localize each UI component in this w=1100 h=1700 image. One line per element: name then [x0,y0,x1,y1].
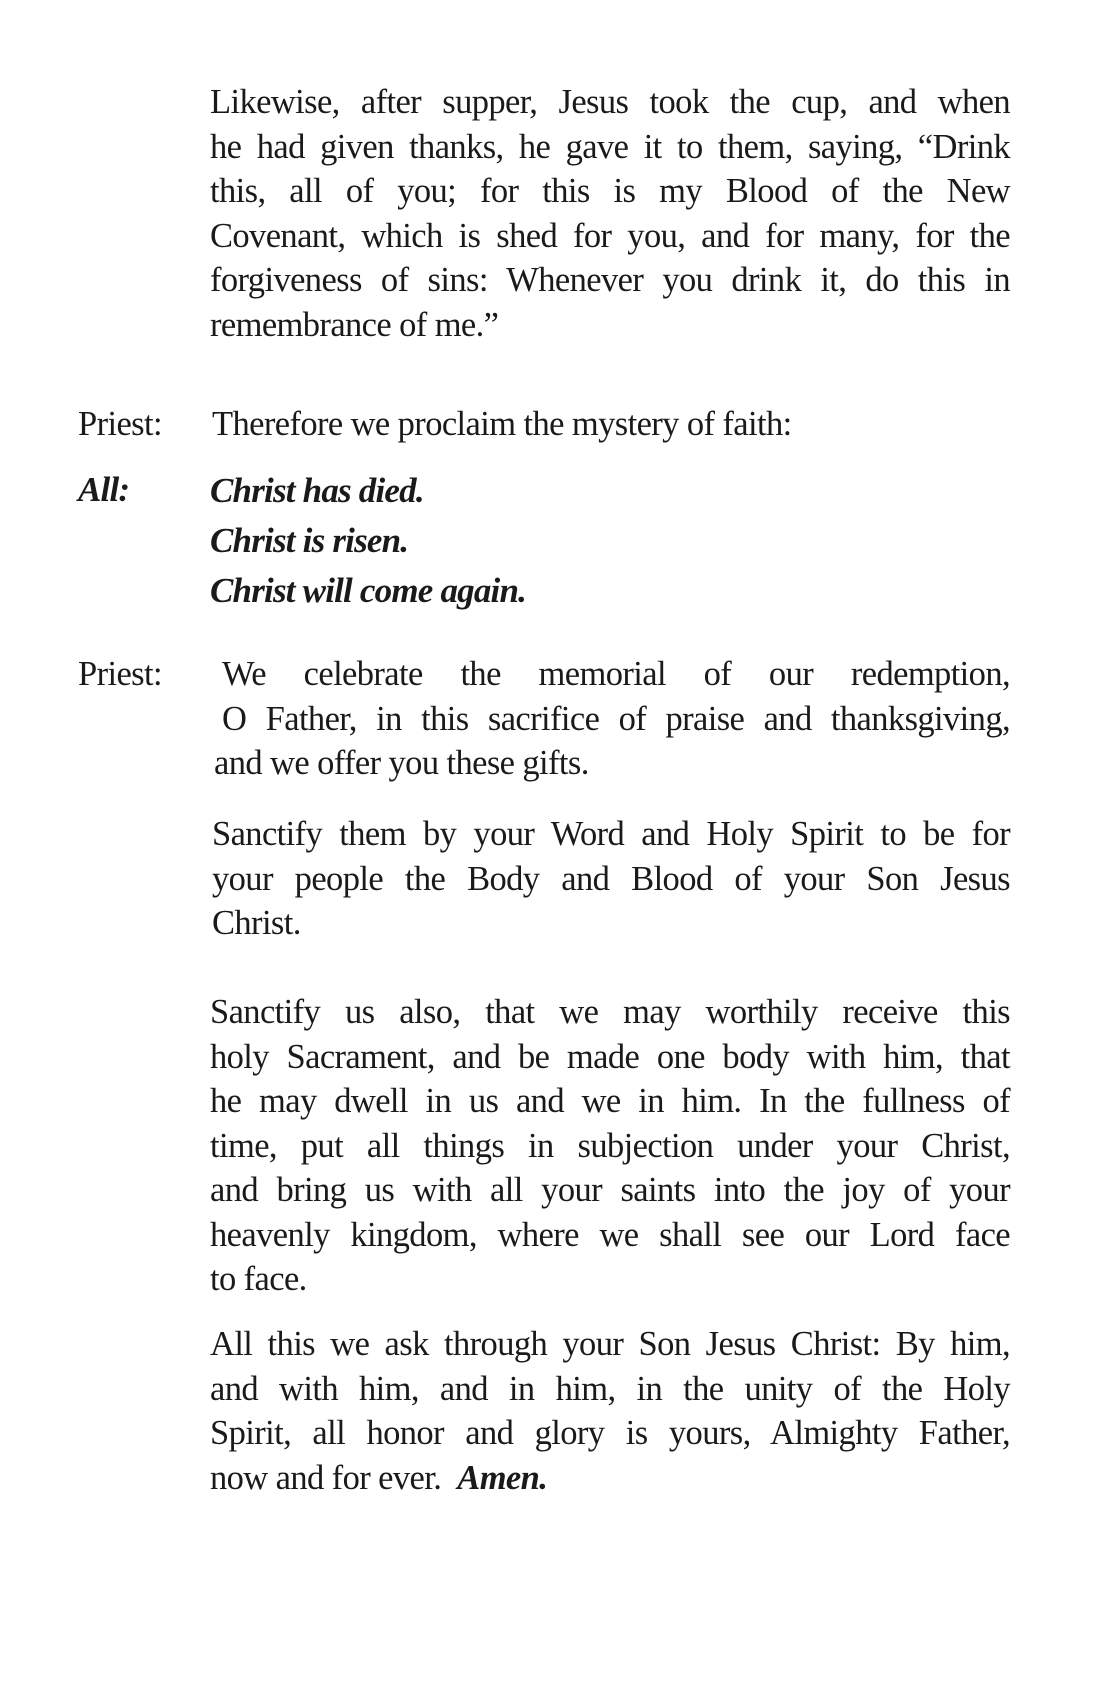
memorial-paragraph-end [214,741,1010,786]
text-line: We celebrate the memorial of our redemption, [222,655,1010,693]
text-line: All this we ask through your Son Jesus Christ: By him, [210,1325,1010,1363]
memorial-paragraph [222,652,1010,741]
text-line: forgiveness of sins: Whenever you drink it, do this in [210,261,1010,299]
text-line: O Father, in this sacrifice of praise and thanksgiving, [222,699,1010,738]
doxology-paragraph [210,1322,1010,1500]
text-line: and bring us with all your saints into the joy of your [210,1171,1010,1209]
text-line: heavenly kingdom, where we shall see our Lord face [210,1215,1010,1254]
text-line: time, put all things in subjection under your Christ, [210,1126,1010,1165]
speaker-priest: Priest: [78,405,162,443]
sanctify-gifts-paragraph [212,812,1010,946]
text-line: and we offer you these gifts. [214,744,589,782]
text-line [210,1456,1010,1501]
speaker-all: All: [78,470,130,509]
text-line: to face. [210,1260,307,1298]
text-line: this, all of you; for this is my Blood of the New [210,172,1010,210]
text-line: Sanctify us also, that we may worthily receive this [210,993,1010,1031]
doxology-last-line: now and for ever. [210,1458,442,1497]
acclamation-response [210,466,1010,616]
cup-paragraph [210,80,1010,347]
mystery-of-faith-line [212,402,1012,447]
text-line: Therefore we proclaim the mystery of faith: [212,405,792,443]
response-line: Christ will come again. [210,571,527,610]
text-line: Spirit, all honor and glory is yours, Almighty Father, [210,1414,1010,1452]
response-line: Christ has died. [210,471,424,510]
text-line: he had given thanks, he gave it to them, saying, “Drink [210,127,1010,166]
text-line: Covenant, which is shed for you, and for many, for the [210,216,1010,255]
speaker-priest: Priest: [78,655,162,693]
text-line: Christ. [212,904,301,942]
text-line: and with him, and in him, in the unity of the Holy [210,1369,1010,1408]
text-line: your people the Body and Blood of your Son Jesus [212,859,1010,898]
text-line: Likewise, after supper, Jesus took the cup, and when [210,83,1010,121]
amen-response: Amen. [457,1458,548,1497]
text-line: remembrance of me.” [210,305,499,344]
text-line: Sanctify them by your Word and Holy Spirit to be for [212,815,1010,853]
response-line: Christ is risen. [210,521,409,560]
sanctify-us-paragraph [210,990,1010,1302]
text-line: he may dwell in us and we in him. In the fullness of [210,1082,1010,1120]
text-line: holy Sacrament, and be made one body with him, that [210,1037,1010,1076]
